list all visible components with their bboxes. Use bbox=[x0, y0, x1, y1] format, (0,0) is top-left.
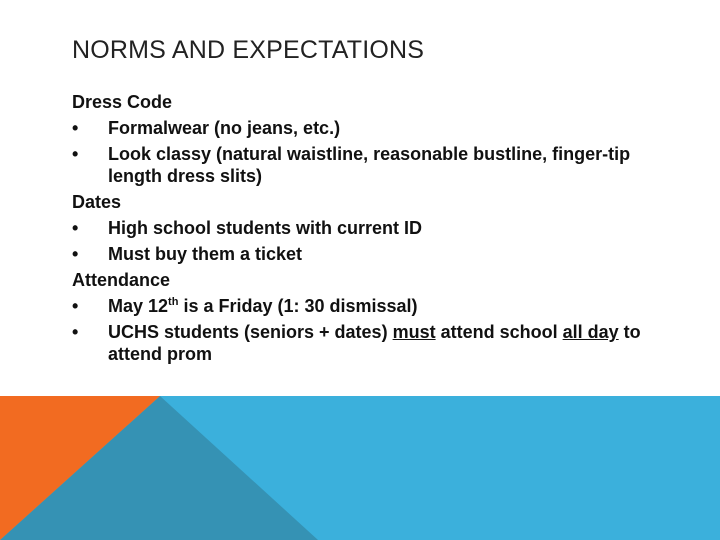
date-detail-text: is a Friday (1: 30 dismissal) bbox=[178, 296, 418, 316]
section-heading-dates: Dates bbox=[72, 192, 122, 212]
bullet-marker: • bbox=[72, 322, 79, 342]
section-heading-dress-code: Dress Code bbox=[72, 92, 173, 112]
list-item bbox=[72, 217, 672, 239]
slide-title: NORMS AND EXPECTATIONS bbox=[72, 36, 425, 64]
bullet-text bbox=[108, 321, 672, 365]
section-heading-attendance: Attendance bbox=[72, 270, 171, 290]
list-item bbox=[72, 243, 672, 265]
list-item bbox=[72, 295, 672, 317]
bullet-marker: • bbox=[72, 296, 79, 316]
text-segment: to attend prom bbox=[108, 322, 641, 364]
bullet-text: Formalwear (no jeans, etc.) bbox=[108, 118, 341, 138]
decorative-footer-shapes bbox=[0, 396, 720, 540]
ordinal-suffix: th bbox=[168, 296, 179, 308]
bullet-text: Must buy them a ticket bbox=[108, 244, 303, 264]
slide-body bbox=[72, 87, 672, 365]
bullet-marker: • bbox=[72, 244, 79, 264]
date-text: May 12 bbox=[108, 296, 169, 316]
emphasis-all-day: all day bbox=[562, 322, 619, 342]
list-item bbox=[72, 321, 672, 365]
text-segment: UCHS students (seniors + dates) bbox=[108, 322, 393, 342]
text-segment: attend school bbox=[435, 322, 563, 342]
list-item bbox=[72, 117, 672, 139]
bullet-text: Look classy (natural waistline, reasonable bustline, finger-tip length dress slits) bbox=[108, 144, 631, 186]
bullet-marker: • bbox=[72, 118, 79, 138]
bullet-marker: • bbox=[72, 144, 79, 164]
bullet-marker: • bbox=[72, 218, 79, 238]
list-item bbox=[72, 143, 672, 187]
bullet-text bbox=[108, 295, 672, 317]
bullet-text: High school students with current ID bbox=[108, 218, 423, 238]
emphasis-must: must bbox=[392, 322, 436, 342]
